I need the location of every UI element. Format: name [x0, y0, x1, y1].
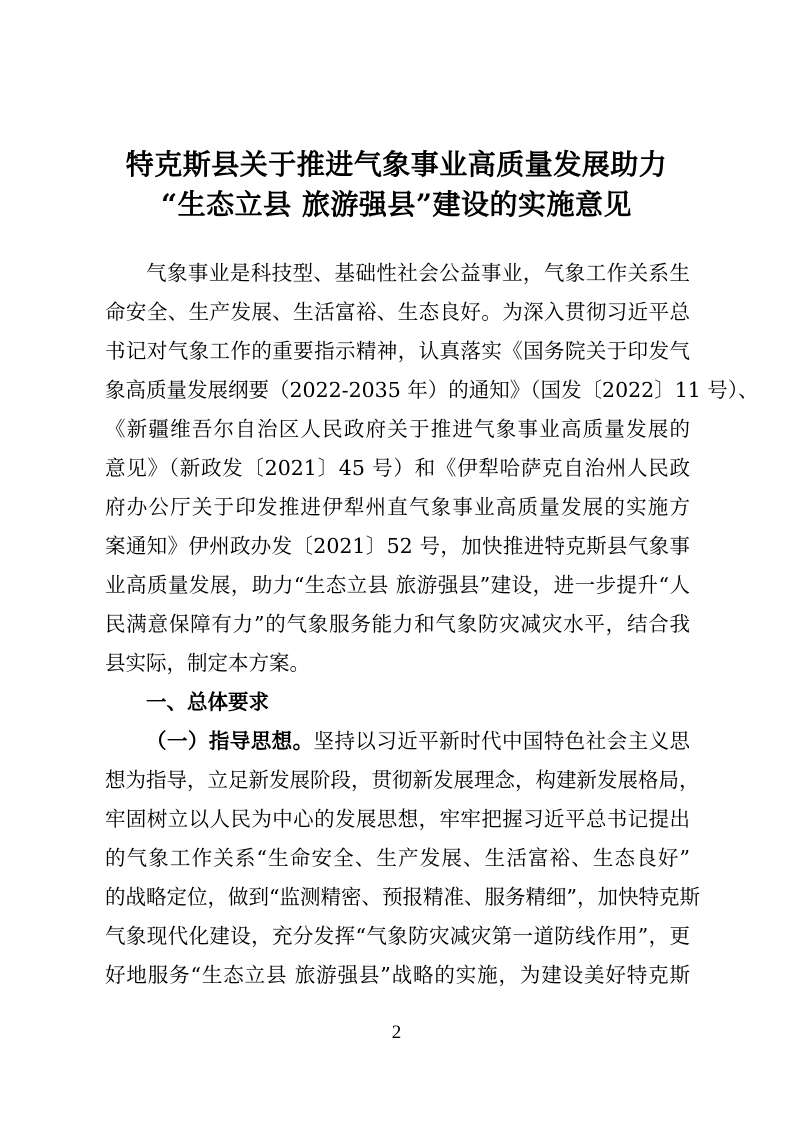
intro-paragraph-line: 案通知》伊州政办发〔2021〕52 号，加快推进特克斯县气象事	[105, 534, 690, 558]
intro-paragraph-line: 命安全、生产发展、生活富裕、生态良好。为深入贯彻习近平总	[105, 300, 690, 324]
intro-paragraph-line: 意见》（新政发〔2021〕45 号）和《伊犁哈萨克自治州人民政	[105, 456, 690, 480]
guiding-thought-text: 坚持以习近平新时代中国特色社会主义思	[313, 729, 691, 753]
intro-paragraph-line: 书记对气象工作的重要指示精神，认真落实《国务院关于印发气	[105, 339, 690, 363]
section-heading: 一、总体要求	[146, 690, 269, 714]
page-number: 2	[391, 1022, 402, 1043]
guiding-thought-line: 好地服务“生态立县 旅游强县”战略的实施，为建设美好特克斯	[105, 963, 690, 987]
guiding-thought-line: 想为指导，立足新发展阶段，贯彻新发展理念，构建新发展格局，	[105, 768, 700, 792]
guiding-thought-line	[146, 722, 690, 761]
intro-paragraph-line: 府办公厅关于印发推进伊犁州直气象事业高质量发展的实施方	[105, 495, 690, 519]
guiding-thought-line: 的气象工作关系“生命安全、生产发展、生活富裕、生态良好”	[105, 846, 690, 870]
document-title-line-2: “生态立县 旅游强县”建设的实施意见	[161, 188, 632, 221]
intro-paragraph-line: 象高质量发展纲要（2022-2035 年）的通知》（国发〔2022〕11 号）、	[105, 378, 759, 402]
intro-paragraph-line: 民满意保障有力”的气象服务能力和气象防灾减灾水平，结合我	[105, 612, 690, 636]
intro-paragraph-line: 县实际，制定本方案。	[105, 651, 310, 675]
guiding-thought-line: 气象现代化建设，充分发挥“气象防灾减灾第一道防线作用”，更	[105, 924, 690, 948]
intro-paragraph-line: 气象事业是科技型、基础性社会公益事业，气象工作关系生	[146, 261, 690, 285]
document-title-line-1: 特克斯县关于推进气象事业高质量发展助力	[125, 148, 668, 181]
guiding-thought-line: 牢固树立以人民为中心的发展思想，牢牢把握习近平总书记提出	[105, 807, 690, 831]
subsection-label: （一）指导思想。	[146, 729, 314, 753]
intro-paragraph-line: 业高质量发展，助力“生态立县 旅游强县”建设，进一步提升“人	[105, 573, 690, 597]
guiding-thought-line: 的战略定位，做到“监测精密、预报精准、服务精细”，加快特克斯	[105, 885, 700, 909]
intro-paragraph-line: 《新疆维吾尔自治区人民政府关于推进气象事业高质量发展的	[105, 417, 690, 441]
